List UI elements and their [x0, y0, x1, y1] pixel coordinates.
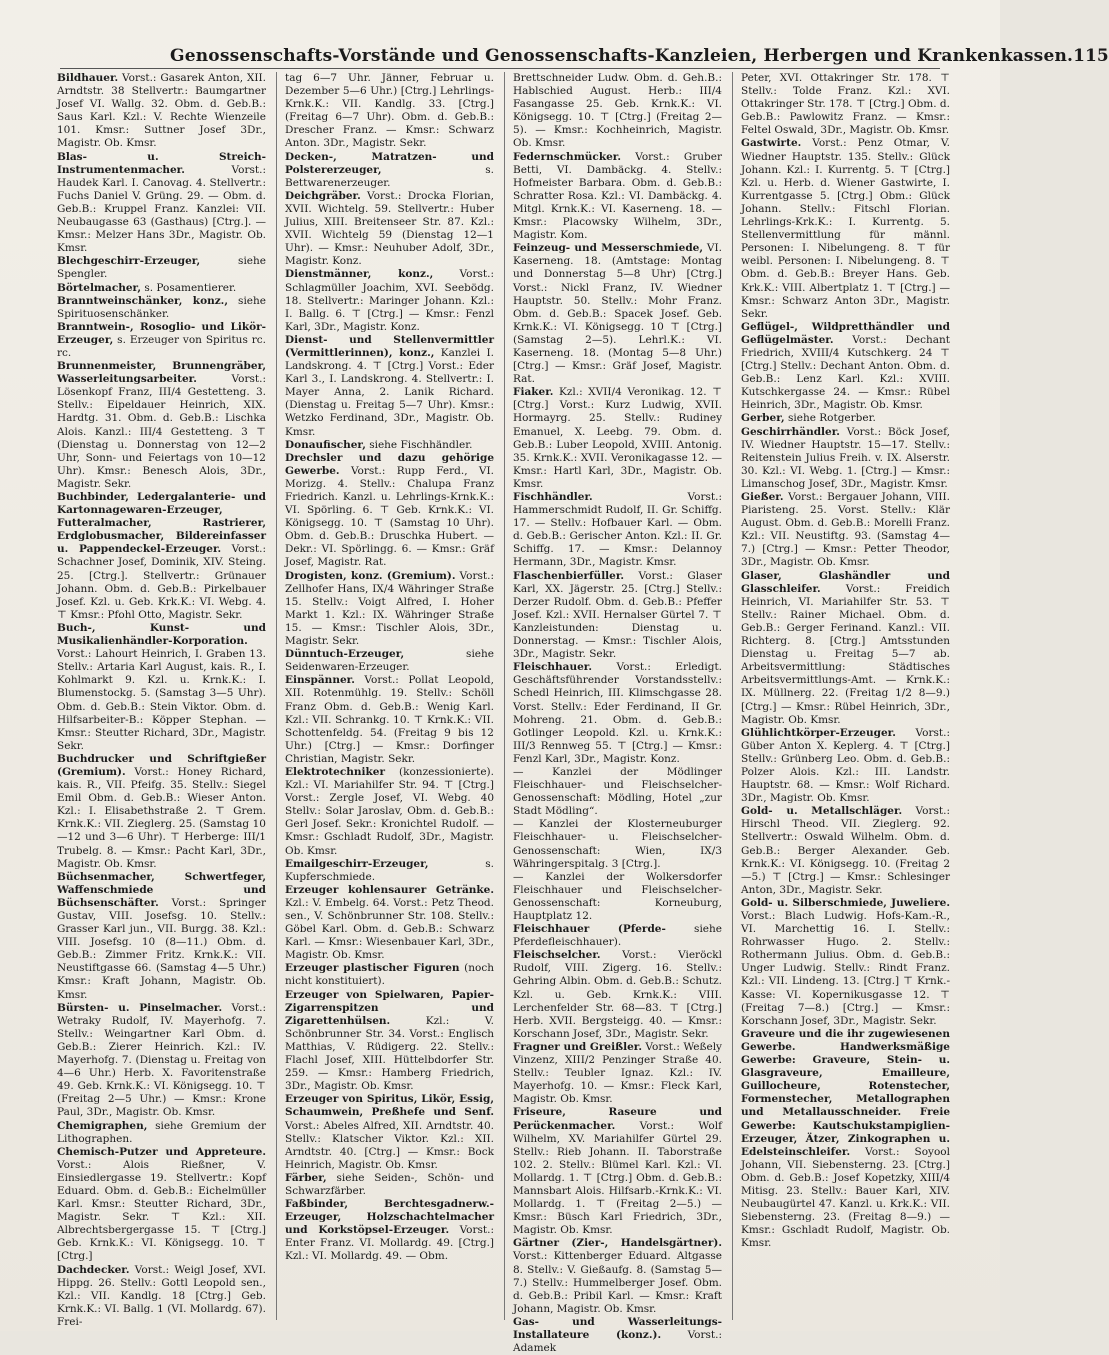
entry-text: Vorst.: Kittenberger Eduard. Altgasse 8. Stellv.: V. Gießaufg. 8. (Samstag 5—7.) Stellv.: Hummelberger Josef. Obm. d. Geb.B.: Pribil Karl. — Kmsr.: Kraft Johann, Magistr. Ob. Kmsr.: [513, 1250, 722, 1315]
entry-text: Vorst.: Adamek: [513, 1329, 723, 1355]
entry-text: Vorst.: Wolf Wilhelm, XV. Mariahilfer Gürtel 29. Stellv.: Rieb Johann. II. Taborstraße 102. 2. Stellv.: Blümel Karl. Kzl.: VI. Mollardg. 1. ⊤ [Ctrg.] Obm. d. Geb.B.: Mannsbart Alois. Hilfsarb.-Krnk.K.: VI. Mollardg. 1. ⊤ (Freitag 2—5.) — Kmsr.: Büsch Karl Friedrich, 3Dr., Magistr. Ob. Kmsr.: [513, 1119, 722, 1237]
entry-text: Vorst.: Dechant Friedrich, XVIII/4 Kutschkerg. 24 ⊤ [Ctrg.] Stellv.: Dechant Anton. Obm. d. Geb.B.: Lenz Karl. Kzl.: XVIII. Kutschkergasse 24. — Kmsr.: Rübel Heinrich, 3Dr., Magistr. Ob. Kmsr.: [741, 333, 950, 412]
directory-entry: [741, 426, 950, 491]
entry-text: Vorst.: Weigl Josef, XVI. Hippg. 26. Stellv.: Gottl Leopold sen., Kzl.: VII. Kandlg. 18 [Ctrg.] Geb. Krnk.K.: VI. Ballg. 1 (VI. Mollardg. 67). Frei-: [57, 1263, 266, 1328]
directory-entry: [285, 151, 494, 190]
directory-entry: [741, 570, 950, 727]
entry-text: Vorst.: Schlagmüller Joachim, XVI. Seebödg. 18. Stellvertr.: Maringer Johann. Kzl.: I. Ballg. 6. ⊤ [Ctrg.] — Kmsr.: Fenzl Karl, 3Dr., Magistr. Konz.: [285, 268, 494, 333]
entry-text: Vorst.: Pollat Leopold, XII. Rotenmühlg. 19. Stellv.: Schöll Franz Obm. d. Geb.B.: Wenig Karl. Kzl.: VII. Schrankg. 10. ⊤ Krnk.K.: VII. Schottenfeldg. 54. (Freitag 9 bis 12 Uhr.) [Ctrg.] — Kmsr.: Dorfinger Christian, Magistr. Sekr.: [285, 674, 494, 765]
directory-entry: [513, 661, 722, 766]
directory-entry: [285, 72, 494, 151]
entry-heading: Buchbinder, Ledergalanterie- und Kartonnagewaren-Erzeuger, Futteralmacher, Rastrierer, Erdglobusmacher, Bildereinfasser u. Pappendeckel-Erzeuger.: [57, 491, 266, 556]
entry-heading: Friseure, Raseure und Perückenmacher.: [513, 1106, 722, 1132]
entry-text: Kzl.: V. Embelg. 64. Vorst.: Petz Theod. sen., V. Schönbrunner Str. 108. Stellv.: Göbel Karl. Obm. d. Geb.B.: Schwarz Karl. — Kmsr.: Wiesenbauer Karl, 3Dr., Magistr. Ob. Kmsr.: [285, 896, 494, 962]
directory-entry: [285, 1198, 494, 1263]
entry-heading: Emailgeschirr-Erzeuger,: [285, 857, 429, 870]
directory-entry: [513, 242, 722, 386]
directory-entry: [513, 570, 722, 662]
entry-heading: Erzeuger von Spiritus, Likör, Essig, Schaumwein, Preßhefe und Senf.: [285, 1093, 494, 1119]
entry-heading: Fleischhauer.: [513, 661, 593, 674]
entry-heading: Erzeuger plastischer Figuren: [285, 962, 460, 975]
directory-entry: [741, 491, 950, 570]
directory-entry: [285, 334, 494, 439]
directory-entry: [285, 766, 494, 858]
entry-heading: Fragner und Greißler.: [513, 1040, 642, 1053]
text-column-3: [513, 72, 722, 1355]
directory-entry: [513, 766, 722, 818]
entry-heading: Fleischselcher.: [513, 949, 601, 962]
directory-entry: [57, 282, 266, 295]
directory-entry: [741, 72, 950, 137]
entry-text: Vorst.: Honey Richard, kais. R., VII. Pfeifg. 35. Stellv.: Siegel Emil Obm. d. Geb.B.: Wieser Anton. Kzl.: I. Elisabethstraße 2. ⊤ Grem. Krnk.K.: VII. Zieglerg. 25. (Samstag 10—12 und 3—6 Uhr). ⊤ Herberge: III/1 Trubelg. 8. — Kmsr.: Pacht Karl, 3Dr., Magistr. Ob. Kmsr.: [57, 765, 266, 870]
directory-entry: [513, 1237, 722, 1316]
directory-entry: [57, 1264, 266, 1329]
entry-text: Vorst.: Hammerschmidt Rudolf, II. Gr. Schiffg. 17. — Stellv.: Hofbauer Karl. — Obm. d. Geb.B.: Gerischer Anton. Kzl.: II. Gr. Schiffg. 17. — Kmsr.: Delannoy Hermann, 3Dr., Magistr. Kmsr.: [513, 491, 722, 569]
directory-entry: [513, 1316, 722, 1355]
entry-text: Vorst.: Lahourt Heinrich, I. Graben 13. Stellv.: Artaria Karl August, kais. R., I. Kohlmarkt 9. Kzl. u. Krnk.K.: I. Blumenstockg. 5. (Samstag 3—5 Uhr). Obm. d. Geb.B.: Stein Viktor. Obm. d. Hilfsarbeiter-B.: Köpper Stephan. — Kmsr.: Steutter Richard, 3Dr., Magistr. Sekr.: [57, 648, 266, 752]
entry-text: Vorst.: Böck Josef, IV. Wiedner Hauptstr. 15—17. Stellv.: Reitenstein Julius Freih. v. IX. Alserstr. 30. Kzl.: VI. Webg. 1. [Ctrg.] — Kmsr.: Limanschog Josef, 3Dr., Magistr. Kmsr.: [741, 425, 950, 490]
directory-entry: [285, 1172, 494, 1198]
entry-text: s. Bettwarenerzeuger.: [285, 163, 494, 189]
directory-entry: [57, 753, 266, 871]
directory-entry: [513, 1106, 722, 1237]
entry-heading: Bildhauer.: [57, 72, 119, 84]
entry-heading: Chemigraphen,: [57, 1119, 148, 1132]
entry-text: (noch nicht konstituiert).: [285, 962, 494, 988]
directory-entry: [57, 491, 266, 622]
entry-text: siehe Spengler.: [57, 255, 266, 281]
entry-text: Vorst.: Blach Ludwig. Hofs-Kam.-R., VI. Marchettig 16. I. Stellv.: Rohrwasser Hugo. 2. Stellv.: Rothermann Julius. Obm. d. Geb.B.: Unger Ludwig. Stellv.: Rindt Franz. Kzl.: VII. Lindeng. 13. [Ctrg.] ⊤ Krnk.-Kasse: VI. Kopernikusgasse 12. ⊤ (Freitag 7—8.) [Ctrg.] — Kmsr.: Korschann Josef, 3Dr., Magistr. Sekr.: [741, 910, 950, 1027]
entry-heading: Decken-, Matratzen- und Polstererzeuger,: [285, 150, 494, 176]
directory-entry: [57, 360, 266, 491]
entry-text: Vorst.: Hirschl Theod. VII. Zieglerg. 92. Stellvertr.: Oswald Wilhelm. Obm. d. Geb.B.: Berger Alexander. Geb. Krnk.K.: VI. Königsegg. 10. (Freitag 2—5.) ⊤ [Ctrg.] — Kmsr.: Schlesinger Anton, 3Dr., Magistr. Sekr.: [741, 805, 950, 896]
directory-entry: [513, 871, 722, 923]
entry-text: siehe Pferdefleischhauer).: [513, 923, 722, 949]
directory-entry: [741, 321, 950, 413]
entry-text: tag 6—7 Uhr. Jänner, Februar u. Dezember 5—6 Uhr.) [Ctrg.] Lehrlings-Krnk.K.: VII. Kandlg. 33. [Ctrg.] (Freitag 6—7 Uhr). Obm. d. Geb.B.: Drescher Franz. — Kmsr.: Schwarz Anton. 3Dr., Magistr. Sekr.: [285, 72, 494, 150]
directory-entry: [57, 255, 266, 281]
entry-text: Vorst.: Abeles Alfred, XII. Arndtstr. 40. Stellv.: Klatscher Viktor. Kzl.: XII. Arndtstr. 40. [Ctrg.] — Kmsr.: Bock Heinrich, Magistr. Ob. Kmsr.: [285, 1119, 494, 1171]
entry-text: Vorst.: Haudek Karl. I. Canovag. 4. Stellvertr.: Fuchs Daniel V. Grüng. 29. — Obm. d. Geb.B.: Kruppel Franz. Kanzlei: VII. Neubaugasse 63 (Gasthaus) [Ctrg.]. — Kmsr.: Melzer Hans 3Dr., Magistr. Ob. Kmsr.: [57, 163, 266, 255]
directory-entry: [285, 439, 494, 452]
entry-text: Vorst.: Penz Otmar, V. Wiedner Hauptstr. 135. Stellv.: Glück Johann. Kzl.: I. Kurrentg. 5. ⊤ [Ctrg.] Kzl. u. Herb. d. Wiener Gastwirte, I. Kurrentgasse 5. [Ctrg.] Obm.: Glück Johann. Stellv.: Fitschl Florian. Lehrlings-Krk.K.: I. Kurrentg. 5. Stellenvermittlung für männl. Personen: I. Nibelungeng. 8. ⊤ für weibl. Personen: I. Nibelungeng. 8. ⊤ Obm. d. Geb.B.: Breyer Hans. Geb. Krk.K.: VIII. Albertplatz 1. ⊤ [Ctrg.] — Kmsr.: Schwarz Anton 3Dr., Magistr. Sekr.: [741, 137, 950, 320]
entry-text: Vorst.: Enter Franz. VI. Mollardg. 49. [Ctrg.] Kzl.: VI. Mollardg. 49. — Obm.: [285, 1224, 495, 1263]
entry-heading: Deichgräber.: [285, 189, 361, 202]
entry-text: Vorst.: Gruber Betti, VI. Dambäckg. 4. Stellv.: Hofmeister Barbara. Obm. d. Geb.B.: Schratter Rosa. Kzl.: VI. Dambäckg. 4. Mitgl. Krnk.K.: VI. Kaserneng. 18. — Kmsr.: Placowsky Wilhelm, 3Dr., Magistr. Kom.: [513, 150, 722, 242]
entry-heading: Gärtner (Zier-, Handelsgärtner).: [513, 1237, 722, 1250]
entry-heading: Gas- und Wasserleitungs-Installateure (konz.).: [513, 1315, 722, 1341]
header-rule: [60, 68, 940, 69]
entry-text: VI. Kaserneng. 18. (Amtstage: Montag und Donnerstag 5—8 Uhr) [Ctrg.] Vorst.: Nickl Franz, IV. Wiedner Hauptstr. 50. Stellv.: Mohr Franz. Obm. d. Geb.B.: Spacek Josef. Geb. Krnk.K.: VI. Königsegg. 10 ⊤ [Ctrg.] (Samstag 2—5). Lehrl.K.: VI. Kaserneng. 18. (Montag 5—8 Uhr.) [Ctrg.] — Kmsr.: Gräf Josef, Magistr. Rat.: [513, 242, 722, 386]
directory-entry: [513, 1041, 722, 1106]
entry-text: Vorst.: Bergauer Johann, VIII. Piaristeng. 25. Vorst. Stellv.: Klär August. Obm. d. Geb.B.: Morelli Franz. Kzl.: VII. Neustiftg. 93. (Samstag 4—7.) [Ctrg.] — Kmsr.: Petter Theodor, 3Dr., Magistr. Ob. Kmsr.: [741, 491, 950, 569]
directory-entry: [57, 1146, 266, 1264]
entry-heading: Branntwein-, Rosoglio- und Likör-Erzeuger,: [57, 320, 266, 346]
text-column-1: [57, 72, 266, 1355]
entry-heading: Faßbinder, Berchtesgadnerw.-Erzeuger, Holzschachtelmacher und Korkstöpsel-Erzeuger.: [285, 1198, 494, 1237]
directory-entry: [57, 321, 266, 360]
entry-heading: Gold- u. Silberschmiede, Juweliere.: [741, 896, 950, 909]
entry-heading: Blechgeschirr-Erzeuger,: [57, 255, 201, 268]
directory-entry: [513, 491, 722, 570]
directory-entry: [741, 897, 950, 1028]
directory-entry: [741, 805, 950, 897]
entry-text: Vorst.: Rupp Ferd., VI. Morizg. 4. Stellv.: Chalupa Franz Friedrich. Kanzl. u. Lehrlings-Krnk.K.: VI. Spörling. 6. ⊤ Geb. Krnk.K.: VI. Königsegg. 10. ⊤ (Samstag 10 Uhr). Obm. d. Geb.B.: Druschka Hubert. — Dekr.: VI. Spörlingg. 6. — Kmsr.: Gräf Josef, Magistr. Rat.: [285, 464, 494, 569]
directory-entry: [285, 989, 494, 1094]
entry-heading: Graveure und die ihr zugewiesenen Gewerbe. Handwerksmäßige Gewerbe: Graveure, Stein- u. Glasgraveure, Emailleure, Guillocheure, Rotenstecher, Formenstecher, Metallographen und Metallausschneider. Freie Gewerbe: Kautschukstampiglien-Erzeuger, Ätzer, Zinkographen u. Edelsteinschleifer.: [741, 1027, 950, 1158]
entry-heading: Börtelmacher,: [57, 281, 141, 294]
entry-heading: Fleischhauer (Pferde-: [513, 923, 666, 936]
entry-text: siehe Rotgerber.: [784, 412, 876, 425]
entry-heading: Erzeuger kohlensaurer Getränke.: [285, 883, 494, 896]
entry-heading: Drogisten, konz. (Gremium).: [285, 569, 456, 582]
directory-entry: [285, 858, 494, 884]
entry-heading: Branntweinschänker, konz.,: [57, 294, 228, 307]
directory-entry: [741, 137, 950, 320]
text-column-4: [741, 72, 950, 1355]
entry-heading: Feinzeug- und Messerschmiede,: [513, 242, 703, 255]
entry-text: siehe Seidenwaren-Erzeuger.: [285, 648, 494, 674]
entry-heading: Chemisch-Putzer und Appreteure.: [57, 1145, 266, 1158]
entry-heading: Gold- u. Metallschläger.: [741, 805, 903, 818]
directory-entry: [513, 151, 722, 243]
entry-text: (konzessionierte). Kzl.: VI. Mariahilfer Str. 94. ⊤ [Ctrg.] Vorst.: Zergle Josef, VI. Webg. 40 Stellv.: Solar Jaroslav, Obm. d. Geb.B.: Gerl Josef. Sekr.: Kronichtel Rudolf. — Kmsr.: Gschladt Rudolf, 3Dr., Magistr. Ob. Kmsr.: [285, 765, 494, 857]
entry-text: Kanzlei I. Landskrong. 4. ⊤ [Ctrg.] Vorst.: Eder Karl 3., I. Landskrong. 4. Stellvertr.: I. Mayer Anna, 2. Lanik Richard. (Dienstag u. Freitag 5—7 Uhr). Kmsr.: Wetzko Ferdinand, 3Dr., Magistr. Ob. Kmsr.: [285, 346, 494, 438]
directory-entry: [285, 674, 494, 766]
entry-text: Vorst.: Gasarek Anton, XII. Arndtstr. 38 Stellvertr.: Baumgartner Josef VI. Wallg. 32. Obm. d. Geb.B.: Saus Karl. Kzl.: V. Rechte Wienzeile 101. Kmsr.: Suttner Josef 3Dr., Magistr. Ob. Kmsr.: [57, 72, 266, 150]
directory-entry: [57, 72, 266, 151]
entry-heading: Federnschmücker.: [513, 150, 622, 163]
directory-entry: [57, 622, 266, 753]
entry-heading: Dünntuch-Erzeuger,: [285, 648, 405, 661]
entry-text: Vorst.: Weßely Vinzenz, XIII/2 Penzinger Straße 40. Stellv.: Teubler Ignaz. Kzl.: IV. Mayerhofg. 10. — Kmsr.: Fleck Karl, Magistr. Ob. Kmsr.: [513, 1040, 722, 1106]
directory-entry: [57, 295, 266, 321]
page-number: 115: [1073, 46, 1109, 66]
entry-text: Vorst.: Lösenkopf Franz, III/4 Gestetteng. 3. Stellv.: Eipeldauer Heinrich, XIX. Hardtg. 31. Obm. d. Geb.B.: Lischka Alois. Kanzl.: III/4 Gestetteng. 3 ⊤ (Dienstag u. Donnerstag von 12—2 Uhr, Sonn- und Feiertags von 10—12 Uhr). Kmsr.: Benesch Alois, 3Dr., Magistr. Sekr.: [57, 373, 266, 490]
entry-heading: Dachdecker.: [57, 1263, 130, 1276]
entry-text: siehe Spirituosenschänker.: [57, 294, 266, 320]
entry-text: siehe Gremium der Lithographen.: [57, 1119, 266, 1145]
entry-heading: Färber,: [285, 1171, 327, 1184]
directory-entry: [57, 151, 266, 256]
entry-heading: Fischhändler.: [513, 491, 593, 503]
entry-heading: Geschirrhändler.: [741, 425, 840, 438]
entry-text: Vorst.: Freidich Heinrich, VI. Mariahilfer Str. 53. ⊤ Stellv.: Rainer Michael. Obm. d. Geb.B.: Gerger Ferinand. Kanzl.: VII. Richterg. 8. [Ctrg.] Amtsstunden Dienstag u. Freitag 5—7 ab. Arbeitsvermittlung: Städtisches Arbeitsvermittlungs-Amt. — Krnk.K.: IX. Müllnerg. 22. (Freitag 1/2 8—9.) [Ctrg.] — Kmsr.: Rübel Heinrich, 3Dr., Magistr. Ob. Kmsr.: [741, 582, 950, 726]
directory-entry: [285, 648, 494, 674]
entry-heading: Gastwirte.: [741, 137, 802, 150]
entry-heading: Flaschenbierfüller.: [513, 569, 625, 582]
directory-entry: [285, 962, 494, 988]
entry-heading: Glühlichtkörper-Erzeuger.: [741, 726, 896, 739]
directory-entry: [57, 1002, 266, 1120]
page-header: [170, 40, 1109, 66]
directory-entry: [57, 871, 266, 1002]
entry-text: Vorst.: Wetraky Rudolf, IV. Mayerhofg. 7. Stellv.: Weingartner Karl Obm. d. Geb.B.: Zierer Heinrich. Kzl.: IV. Mayerhofg. 7. (Dienstag u. Freitag von 4—6 Uhr.) Herb. X. Favoritenstraße 49. Geb. Krnk.K.: VI. Königsegg. 10. ⊤ (Freitag 2—5 Uhr.) — Kmsr.: Krone Paul, 3Dr., Magistr. Ob. Kmsr.: [57, 1001, 266, 1119]
entry-text: — Kanzlei der Klosterneuburger Fleischhauer- u. Fleischselcher-Genossenschaft: Wien, IX/3 Währingerspitalg. 3 [Ctrg.].: [513, 818, 722, 870]
entry-text: Vorst.: Erledigt. Geschäftsführender Vorstandsstellv.: Schedl Heinrich, III. Klimschgasse 28. Vorst. Stellv.: Eder Ferdinand, II Gr. Mohreng. 21. Obm. d. Geb.B.: Gotlinger Leopold. Kzl. u. Krnk.K.: III/3 Rennweg 55. ⊤ [Ctrg.] — Kmsr.: Fenzl Karl, 3Dr., Magistr. Konz.: [513, 661, 722, 765]
entry-heading: Dienst- und Stellenvermittler (Vermittlerinnen), konz.,: [285, 333, 494, 359]
entry-text: Vorst.: Vieröckl Rudolf, VIII. Zigerg. 16. Stellv.: Gehring Albin. Obm. d. Geb.B.: Schutz. Kzl. u. Geb. Krnk.K.: VIII. Lerchenfelder Str. 68—83. ⊤ [Ctrg.] Herb. XVII. Bergsteigg. 40. — Kmsr.: Korschann Josef, 3Dr., Magistr. Sekr.: [513, 949, 722, 1040]
page-title: Genossenschafts-Vorstände und Genossenschafts-Kanzleien, Herbergen und Krankenkassen.: [170, 46, 1074, 66]
entry-text: Vorst.: Güber Anton X. Keplerg. 4. ⊤ [Ctrg.] Stellv.: Grünberg Leo. Obm. d. Geb.B.: Polzer Alois. Kzl.: III. Landstr. Hauptstr. 68. — Kmsr.: Wolf Richard. 3Dr., Magistr. Ob. Kmsr.: [741, 726, 950, 805]
entry-text: Vorst.: Soyool Johann, VII. Siebensterng. 23. [Ctrg.] Obm. d. Geb.B.: Josef Kopetzky, XIII/4 Mitisg. 23. Stellv.: Bauer Karl, XIV. Neubaugürtel 47. Kanzl. u. Krk.K.: VII. Siebensterng. 23. (Freitag 8—9.) — Kmsr.: Gschladt Rudolf, Magistr. Ob. Kmsr.: [741, 1145, 950, 1250]
directory-entry: [285, 884, 494, 963]
directory-entry: [57, 1120, 266, 1146]
directory-entry: [513, 72, 722, 151]
entry-heading: Dienstmänner, konz.,: [285, 268, 434, 281]
directory-entry: [513, 818, 722, 870]
directory-entry: [285, 452, 494, 570]
entry-text: siehe Seiden-, Schön- und Schwarzfärber.: [285, 1171, 494, 1197]
entry-heading: Geflügel-, Wildpretthändler und Geflügelmäster.: [741, 320, 950, 346]
entry-text: — Kanzlei der Mödlinger Fleischhauer- und Fleischselcher-Genossenschaft: Mödling, Hotel „zur Stadt Mödling“.: [513, 765, 722, 818]
directory-entry: [285, 268, 494, 333]
entry-text: Vorst.: Glaser Karl, XX. Jägerstr. 25. [Ctrg.] Stellv.: Derzer Rudolf. Obm. d. Geb.B.: Pfeffer Josef. Kzl.: XVII. Hernalser Gürtel 7. ⊤ Kanzleistunden: Dienstag u. Donnerstag. — Kmsr.: Tischler Alois, 3Dr., Magistr. Sekr.: [513, 569, 722, 661]
entry-heading: Fiaker.: [513, 386, 554, 399]
entry-text: Kzl.: XVII/4 Veronikag. 12. ⊤ [Ctrg.] Vorst.: Kurz Ludwig, XVII. Hormayrg. 25. Stellv.: Rudiney Emanuel, X. Leebg. 79. Obm. d. Geb.B.: Luber Leopold, XVIII. Antonig. 35. Krnk.K.: XVII. Veronikagasse 12. — Kmsr.: Hartl Karl, 3Dr., Magistr. Ob. Kmsr.: [513, 386, 722, 490]
entry-heading: Bürsten- u. Pinselmacher.: [57, 1001, 223, 1014]
entry-heading: Erzeuger von Spielwaren, Papier-Zigarrenspitzen und Zigarettenhülsen.: [285, 988, 494, 1027]
directory-entry: [285, 570, 494, 649]
directory-entry: [741, 1028, 950, 1251]
entry-text: s. Posamentierer.: [140, 281, 237, 294]
directory-entry: [285, 1093, 494, 1172]
entry-text: s. Erzeuger von Spiritus rc. rc.: [57, 333, 266, 359]
directory-entry: [513, 386, 722, 491]
entry-text: Brettschneider Ludw. Obm. d. Geh.B.: Hablschied August. Herb.: III/4 Fasangasse 25. Geb. Krnk.K.: VI. Königsegg. 10. ⊤ [Ctrg.] (Freitag 2—5). — Kmsr.: Kochheinrich, Magistr. Ob. Kmsr.: [513, 72, 722, 150]
directory-entry: [513, 949, 722, 1041]
entry-heading: Gerber,: [741, 412, 785, 425]
entry-heading: Buchdrucker und Schriftgießer (Gremium).: [57, 752, 266, 778]
entry-text: Kzl.: V. Schönbrunner Str. 34. Vorst.: Englisch Matthias, V. Rüdigerg. 22. Stellv.: Flachl Josef, XIII. Hüttelbdorfer Str. 259. — Kmsr.: Hamberg Friedrich, 3Dr., Magistr. Ob. Kmsr.: [285, 1014, 494, 1093]
entry-text: Vorst.: Springer Gustav, VIII. Josefsg. 10. Stellv.: Grasser Karl jun., VII. Burgg. 38. Kzl.: VIII. Josefsg. 10 (8—11.) Obm. d. Geb.B.: Zimmer Fritz. Krnk.K.: VII. Neustiftgasse 66. (Samstag 4—5 Uhr.) Kmsr.: Kraft Johann, Magistr. Ob. Kmsr.: [57, 896, 266, 1001]
entry-heading: Buch-, Kunst- und Musikalienhändler-Korporation.: [57, 621, 266, 648]
entry-heading: Brunnenmeister, Brunnengräber, Wasserleitungsarbeiter.: [57, 360, 266, 386]
entry-heading: Einspänner.: [285, 674, 355, 687]
entry-text: s. Kupferschmiede.: [285, 857, 494, 883]
entry-text: siehe Fischhändler.: [365, 438, 473, 451]
directory-entry: [513, 923, 722, 949]
entry-heading: Elektrotechniker: [285, 765, 386, 778]
entry-text: Vorst.: Alois Rießner, V. Einsiedlergasse 19. Stellvertr.: Kopf Eduard. Obm. d. Geb.B.: Eichelmüller Karl. Kmsr.: Steutter Richard, 3Dr., Magistr. Sekr. ⊤ Kzl.: XII. Albrechtsbergergasse 15. ⊤ [Ctrg.] Geb. Krnk.K.: VI. Königsegg. 10. ⊤ [Ctrg.]: [57, 1158, 266, 1263]
entry-text: — Kanzlei der Wolkersdorfer Fleischhauer und Fleischselcher-Genossenschaft: Korneuburg, Hauptplatz 12.: [513, 870, 722, 922]
entry-text: Vorst.: Schachner Josef, Dominik, XIV. Steing. 25. [Ctrg.]. Stellvertr.: Grünauer Johann. Obm. d. Geb.B.: Pirkelbauer Josef. Kzl. u. Geb. Krk.K.: VI. Webg. 4. ⊤ Kmsr.: Pfohl Otto, Magistr. Sekr.: [57, 543, 267, 621]
entry-heading: Donaufischer,: [285, 438, 366, 451]
entry-heading: Drechsler und dazu gehörige Gewerbe.: [285, 451, 494, 477]
directory-entry: [741, 412, 950, 425]
entry-heading: Glaser, Glashändler und Glasschleifer.: [741, 569, 950, 595]
directory-entry: [285, 190, 494, 269]
entry-text: Vorst.: Zellhofer Hans, IX/4 Währinger Straße 15. Stellv.: Voigt Alfred, I. Hoher Markt 1. Kzl.: IX. Währinger Straße 15. — Kmsr.: Tischler Alois, 3Dr., Magistr. Sekr.: [285, 569, 494, 648]
entry-heading: Blas- u. Streich-Instrumentenmacher.: [57, 150, 266, 176]
directory-columns: [57, 72, 977, 1355]
entry-text: Vorst.: Drocka Florian, XVII. Wichtelg. 59. Stellvertr.: Huber Julius, XIII. Breitenseer Str. 87. Kzl.: XVII. Wichtelg 59 (Dienstag 12—1 Uhr). — Kmsr.: Neuhuber Adolf, 3Dr., Magistr. Konz.: [285, 189, 494, 268]
entry-heading: Büchsenmacher, Schwertfeger, Waffenschmiede und Büchsenschäfter.: [57, 870, 266, 909]
entry-text: Peter, XVI. Ottakringer Str. 178. ⊤ Stellv.: Tolde Franz. Kzl.: XVI. Ottakringer Str. 178. ⊤ [Ctrg.] Obm. d. Geb.B.: Pawlowitz Franz. — Kmsr.: Feltel Oswald, 3Dr., Magistr. Ob. Kmsr.: [741, 72, 950, 137]
text-column-2: [285, 72, 494, 1355]
directory-entry: [741, 727, 950, 806]
entry-heading: Gießer.: [741, 491, 784, 503]
